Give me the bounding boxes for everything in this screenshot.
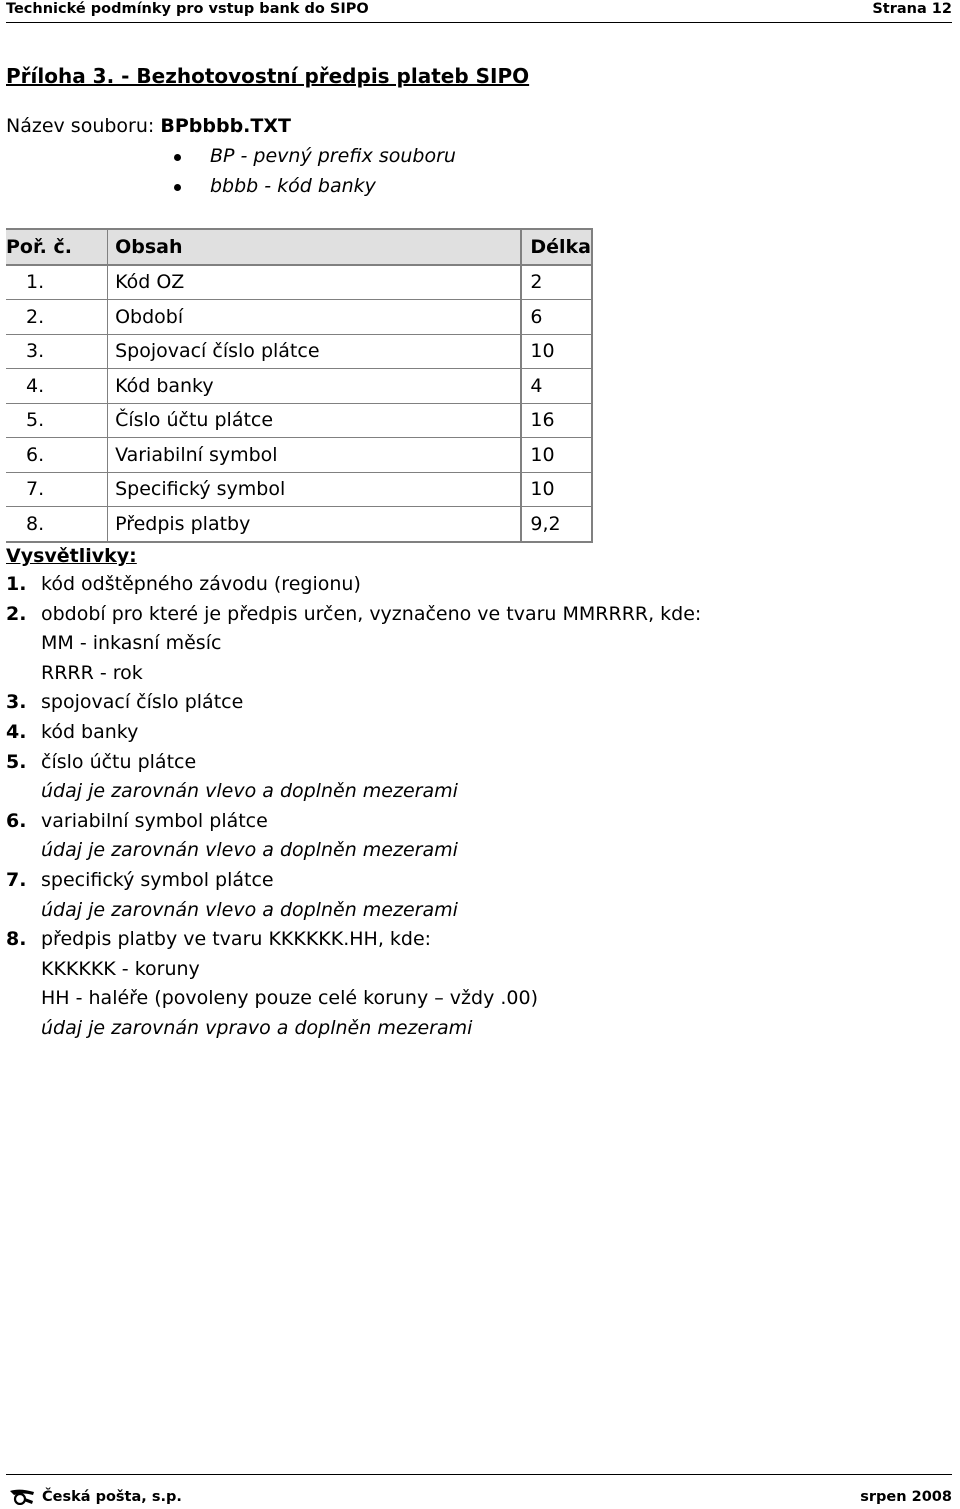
column-header-num: Poř. č. — [6, 229, 108, 265]
note-item: 2. období pro které je předpis určen, vyznačeno ve tvaru MMRRRR, kde: — [6, 602, 702, 625]
footer-date: srpen 2008 — [860, 1489, 952, 1505]
table-row: 7. Specifický symbol 10 — [6, 472, 592, 507]
column-header-content: Obsah — [108, 229, 522, 265]
bullet-icon — [174, 154, 181, 161]
posthorn-icon — [8, 1487, 36, 1505]
table-row: 6. Variabilní symbol 10 — [6, 438, 592, 473]
footer-company: Česká pošta, s.p. — [42, 1489, 182, 1505]
file-name-value: BPbbbb.TXT — [160, 115, 291, 137]
table-row: 4. Kód banky 4 — [6, 369, 592, 404]
note-item: 7. specifický symbol plátce — [6, 868, 274, 891]
note-subline: HH - haléře (povoleny pouze celé koruny – vždy .00) — [41, 987, 538, 1010]
explanations-section — [6, 542, 701, 1044]
table-header-row — [6, 229, 592, 265]
table-row: 1. Kód OZ 2 — [6, 265, 592, 300]
file-name-label: Název souboru: — [6, 115, 161, 137]
note-subline: údaj je zarovnán vlevo a doplněn mezerami — [41, 780, 458, 803]
note-item: 1. kód odštěpného závodu (regionu) — [6, 573, 361, 595]
note-item: 8. předpis platby ve tvaru KKKKKK.HH, kde: — [6, 928, 432, 951]
note-subline: údaj je zarovnán vpravo a doplněn mezerami — [41, 1016, 473, 1039]
page-header — [6, 0, 952, 23]
explanations-title: Vysvětlivky: — [6, 545, 137, 567]
note-item: 4. kód banky — [6, 720, 139, 743]
header-title: Technické podmínky pro vstup bank do SIPO — [6, 1, 369, 17]
bullet-item: BP - pevný prefix souboru — [170, 142, 456, 172]
bullet-item: bbbb - kód banky — [170, 172, 456, 202]
table-row: 5. Číslo účtu plátce 16 — [6, 403, 592, 438]
note-subline: MM - inkasní měsíc — [41, 632, 222, 655]
note-item: 5. číslo účtu plátce — [6, 750, 197, 773]
note-subline: údaj je zarovnán vlevo a doplněn mezerami — [41, 839, 458, 862]
file-name-bullets — [170, 142, 456, 201]
note-subline: údaj je zarovnán vlevo a doplněn mezerami — [41, 898, 458, 921]
bullet-icon — [174, 184, 181, 191]
column-header-length: Délka — [521, 229, 592, 265]
file-name-line — [6, 115, 291, 137]
note-subline: KKKKKK - koruny — [41, 957, 200, 980]
record-structure-table — [6, 228, 593, 543]
table-row: 2. Období 6 — [6, 300, 592, 335]
table-row: 8. Předpis platby 9,2 — [6, 507, 592, 542]
note-item: 6. variabilní symbol plátce — [6, 809, 268, 832]
page-number: Strana 12 — [872, 1, 952, 17]
table-row: 3. Spojovací číslo plátce 10 — [6, 334, 592, 369]
section-title: Příloha 3. - Bezhotovostní předpis plateb SIPO — [6, 64, 530, 88]
note-item: 3. spojovací číslo plátce — [6, 691, 244, 714]
page-footer — [6, 1474, 952, 1509]
note-subline: RRRR - rok — [41, 661, 143, 684]
